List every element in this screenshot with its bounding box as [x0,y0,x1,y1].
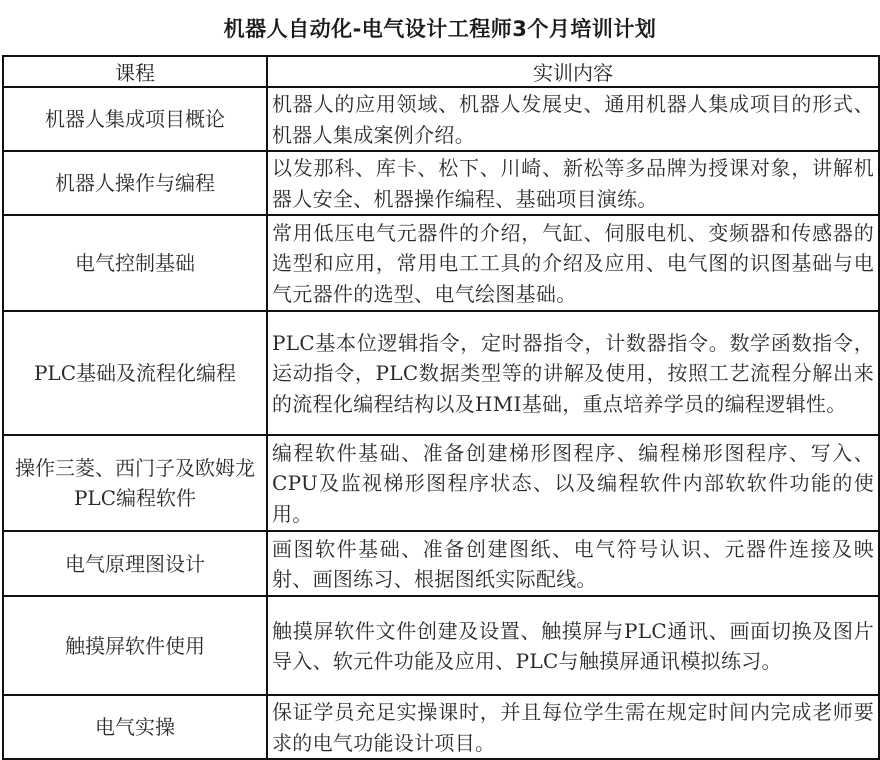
course-name-cell: 机器人操作与编程 [3,151,267,215]
column-header-course: 课程 [3,56,267,87]
table-row [3,311,879,435]
course-name-cell: 触摸屏软件使用 [3,596,267,695]
course-name-cell: 机器人集成项目概论 [3,87,267,151]
table-row [3,151,879,215]
table-header-row [3,56,879,87]
course-name-cell: PLC基础及流程化编程 [3,311,267,435]
training-content-cell: 保证学员充足实操课时，并且每位学生需在规定时间内完成老师要求的电气功能设计项目。 [267,695,879,759]
page-title: 机器人自动化-电气设计工程师3个月培训计划 [223,16,657,41]
training-content-cell: 画图软件基础、准备创建图纸、电气符号认识、元器件连接及映射、画图练习、根据图纸实际配线。 [267,531,879,596]
table-row [3,596,879,695]
training-content-cell: PLC基本位逻辑指令，定时器指令，计数器指令。数学函数指令，运动指令，PLC数据类型等的讲解及使用，按照工艺流程分解出来的流程化编程结构以及HMI基础，重点培养学员的编程逻辑性。 [267,311,879,435]
course-name-cell: 电气控制基础 [3,215,267,311]
table-row [3,695,879,759]
training-content-cell: 编程软件基础、准备创建梯形图程序、编程梯形图程序、写入、 CPU及监视梯形图程序状态、以及编程软件内部软软件功能的使用。 [267,435,879,531]
training-content-cell: 触摸屏软件文件创建及设置、触摸屏与PLC通讯、画面切换及图片导入、软元件功能及应用、PLC与触摸屏通讯模拟练习。 [267,596,879,695]
course-name-cell: 电气原理图设计 [3,531,267,596]
table-row [3,215,879,311]
training-content-cell: 常用低压电气元器件的介绍，气缸、伺服电机、变频器和传感器的选型和应用，常用电工工具的介绍及应用、电气图的识图基础与电气元器件的选型、电气绘图基础。 [267,215,879,311]
table-row [3,435,879,531]
table-row [3,87,879,151]
column-header-content: 实训内容 [267,56,879,87]
table-row [3,531,879,596]
training-content-cell: 以发那科、库卡、松下、川崎、新松等多品牌为授课对象，讲解机器人安全、机器操作编程、基础项目演练。 [267,151,879,215]
training-plan-table [2,55,880,760]
course-name-cell: 电气实操 [3,695,267,759]
training-content-cell: 机器人的应用领域、机器人发展史、通用机器人集成项目的形式、机器人集成案例介绍。 [267,87,879,151]
course-name-cell: 操作三菱、西门子及欧姆龙PLC编程软件 [3,435,267,531]
